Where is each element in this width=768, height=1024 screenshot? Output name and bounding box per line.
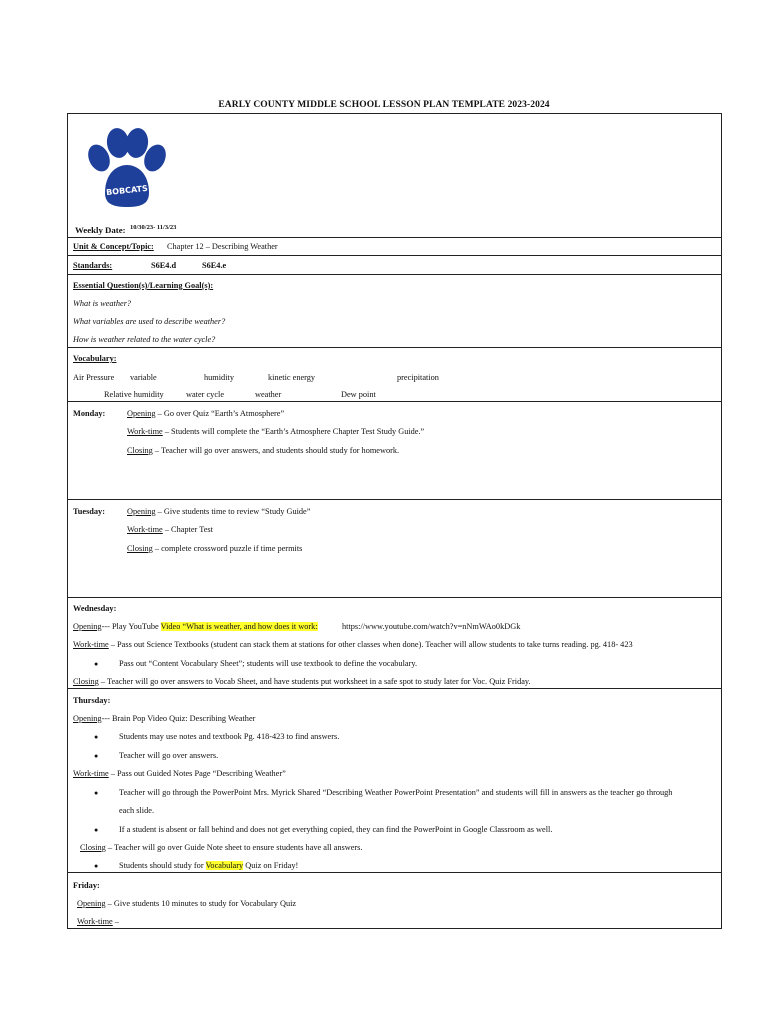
monday-row (68, 402, 721, 500)
day-label: Wednesday: (73, 604, 117, 613)
thursday-opening-bullet: Teacher will go over answers. (119, 751, 219, 760)
vocab-term: Relative humidity (104, 390, 164, 399)
vocab-term: kinetic energy (268, 373, 316, 382)
standard-item: S6E4.d (151, 261, 177, 270)
wednesday-work-time: Work-time – Pass out Science Textbooks (student can stack them at stations for other classes when done). Teacher will allow students to take turns reading. pg. 418- 423 (73, 640, 633, 649)
weekly-date-label: Weekly Date: (75, 225, 126, 235)
monday-work-time: Work-time – Students will complete the “Earth’s Atmosphere Chapter Test Study Guide.” (127, 427, 425, 436)
vocabulary-label: Vocabulary: (73, 354, 117, 363)
unit-value: Chapter 12 – Describing Weather (167, 242, 278, 251)
thursday-closing-bullet: Students should study for Vocabulary Quiz on Friday! (119, 861, 299, 870)
day-label: Friday: (73, 881, 100, 890)
vocab-term: weather (255, 390, 282, 399)
bullet-icon: ● (94, 789, 99, 797)
thursday-work-time: Work-time – Pass out Guided Notes Page “Describing Weather” (73, 769, 286, 778)
thursday-work-bullet: If a student is absent or fall behind and does not get everything copied, they can find the PowerPoint in Google Classroom as well. (119, 825, 553, 834)
vocab-term: water cycle (186, 390, 225, 399)
document-title: EARLY COUNTY MIDDLE SCHOOL LESSON PLAN TEMPLATE 2023-2024 (218, 100, 550, 110)
wednesday-row (68, 598, 721, 689)
essential-label: Essential Question(s)/Learning Goal(s): (73, 281, 214, 290)
thursday-work-bullet-cont: each slide. (119, 806, 155, 815)
essential-question: What variables are used to describe weather? (73, 317, 226, 326)
wednesday-opening: Opening--- Play YouTube Video “What is weather, and how does it work: (73, 622, 318, 631)
wednesday-work-bullet: Pass out “Content Vocabulary Sheet”; students will use textbook to define the vocabulary. (119, 659, 418, 668)
wednesday-video-url: https://www.youtube.com/watch?v=nNmWAo0kDGk (342, 622, 521, 631)
day-label: Thursday: (73, 696, 111, 705)
bobcats-paw-logo-icon (75, 115, 175, 221)
day-label: Monday: (73, 409, 106, 418)
header-row (68, 114, 721, 238)
vocab-term: Air Pressure (73, 373, 115, 382)
lesson-plan-table (67, 113, 722, 929)
thursday-opening-bullet: Students may use notes and textbook Pg. 418-423 to find answers. (119, 732, 340, 741)
standards-row (68, 256, 721, 275)
vocab-term: humidity (204, 373, 234, 382)
monday-opening: Opening – Go over Quiz “Earth’s Atmosphere” (127, 409, 285, 418)
vocabulary-row (68, 348, 721, 402)
bullet-icon: ● (94, 660, 99, 668)
day-label: Tuesday: (73, 507, 105, 516)
friday-row (68, 873, 721, 928)
bullet-icon: ● (94, 862, 99, 870)
essential-question: What is weather? (73, 299, 132, 308)
essential-question: How is weather related to the water cycle? (73, 335, 216, 344)
vocab-term: precipitation (397, 373, 439, 382)
logo-text: BOBCATS (105, 183, 149, 198)
friday-opening: Opening – Give students 10 minutes to study for Vocabulary Quiz (77, 899, 297, 908)
thursday-row (68, 689, 721, 873)
vocab-term: Dew point (341, 390, 376, 399)
tuesday-work-time: Work-time – Chapter Test (127, 525, 213, 534)
vocab-term: variable (130, 373, 157, 382)
essential-questions-row (68, 275, 721, 348)
thursday-opening: Opening--- Brain Pop Video Quiz: Describing Weather (73, 714, 256, 723)
bullet-icon: ● (94, 752, 99, 760)
standards-label: Standards: (73, 261, 113, 270)
tuesday-opening: Opening – Give students time to review “Study Guide” (127, 507, 311, 516)
unit-label: Unit & Concept/Topic: (73, 242, 154, 251)
monday-closing: Closing – Teacher will go over answers, and students should study for homework. (127, 446, 400, 455)
tuesday-row (68, 500, 721, 598)
thursday-work-bullet: Teacher will go through the PowerPoint Mrs. Myrick Shared “Describing Weather PowerPoint Presentation” and students will fill in answers as the teacher go through (119, 788, 673, 797)
bullet-icon: ● (94, 826, 99, 834)
thursday-closing: Closing – Teacher will go over Guide Note sheet to ensure students have all answers. (80, 843, 363, 852)
wednesday-closing: Closing – Teacher will go over answers to Vocab Sheet, and have students put worksheet in a safe spot to study later for Voc. Quiz Friday. (73, 677, 531, 686)
unit-row (68, 238, 721, 256)
bullet-icon: ● (94, 733, 99, 741)
friday-work-time: Work-time – (77, 917, 119, 926)
standard-item: S6E4.e (202, 261, 227, 270)
tuesday-closing: Closing – complete crossword puzzle if time permits (127, 544, 303, 553)
weekly-date-value: 10/30/23- 11/3/23 (130, 224, 177, 231)
